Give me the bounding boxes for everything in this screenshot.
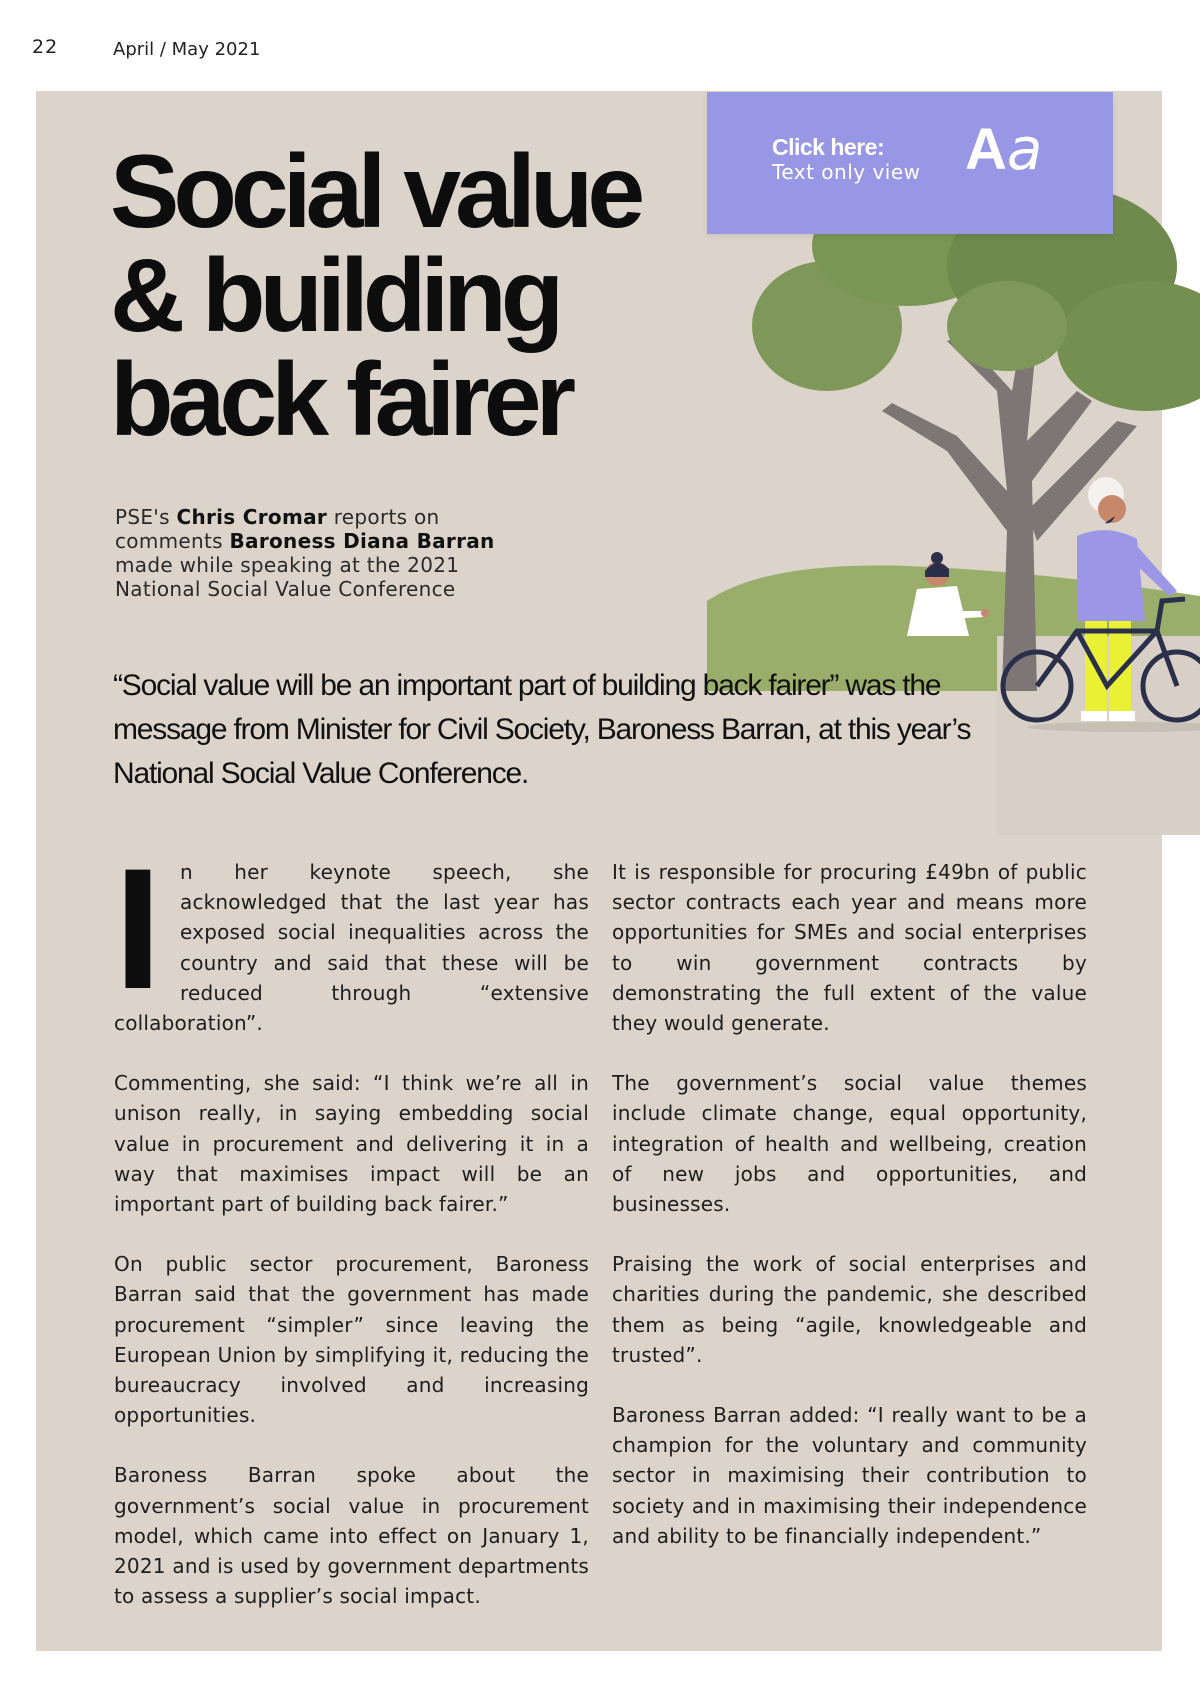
body-paragraph: Praising the work of social enterprises and charities during the pandemic, she described them as being “agile, knowledgeable and trusted”. xyxy=(612,1252,1087,1367)
byline-middle: reports on comments xyxy=(115,505,440,553)
byline xyxy=(115,505,515,601)
tree-canopy xyxy=(947,281,1067,371)
headline-line: & building xyxy=(110,238,559,354)
byline-suffix: made while speaking at the 2021 National Social Value Conference xyxy=(115,553,460,601)
body-paragraph: Commenting, she said: “I think we’re all in unison really, in saying embedding social value in procurement and delivering it in a way that maximises impact will be an important part of building back fairer.” xyxy=(114,1071,589,1217)
body-paragraph: Baroness Barran added: “I really want to be a champion for the voluntary and community sector in maximising their contribution to society and in maximising their independence and ability to be financially independent.” xyxy=(612,1403,1087,1548)
cta-label: Click here: xyxy=(772,134,885,160)
body-paragraph xyxy=(114,833,589,1038)
article-headline xyxy=(110,134,730,458)
paragraph-text: n her keynote speech, she acknowledged that the last year has exposed social inequalities across the country and said that these will be reduced through “extensive collaboration”. xyxy=(114,860,589,1036)
body-paragraph: It is responsible for procuring £49bn of public sector contracts each year and means more opportunities for SMEs and social enterprises to win government contracts by demonstrating the full extent of the value they would generate. xyxy=(612,860,1087,1036)
byline-prefix: PSE's xyxy=(115,505,177,529)
text-size-icon-lower: a xyxy=(1006,115,1043,183)
body-paragraph: Baroness Barran spoke about the government’s social value in procurement model, which came into effect on January 1, 2021 and is used by government departments to assess a supplier’s social impact. xyxy=(114,1463,589,1609)
drop-cap: I xyxy=(114,833,162,1025)
body-column-left xyxy=(114,833,589,1641)
byline-subject: Baroness Diana Barran xyxy=(229,529,495,553)
text-size-icon-capital: A xyxy=(965,117,1007,182)
body-paragraph: On public sector procurement, Baroness Barran said that the government has made procurement “simpler” since leaving the European Union by simplifying it, reducing the bureaucracy involved and increasing opportunities. xyxy=(114,1252,589,1428)
cta-sublabel: Text only view xyxy=(772,160,921,184)
headline-line: Social value xyxy=(110,134,640,250)
standfirst: “Social value will be an important part of building back fairer” was the message from Minister for Civil Society, Baroness Barran, at this year’s National Social Value Conference. xyxy=(113,669,971,790)
body-paragraph: The government’s social value themes include climate change, equal opportunity, integration of health and wellbeing, creation of new jobs and opportunities, and businesses. xyxy=(612,1071,1087,1217)
page-number: 22 xyxy=(32,36,59,58)
text-size-icon xyxy=(965,115,1043,183)
body-column-right xyxy=(612,857,1087,1581)
headline-line: back fairer xyxy=(110,342,571,458)
text-only-view-button[interactable] xyxy=(707,92,1113,234)
issue-date: April / May 2021 xyxy=(113,39,261,60)
byline-author: Chris Cromar xyxy=(176,505,328,529)
